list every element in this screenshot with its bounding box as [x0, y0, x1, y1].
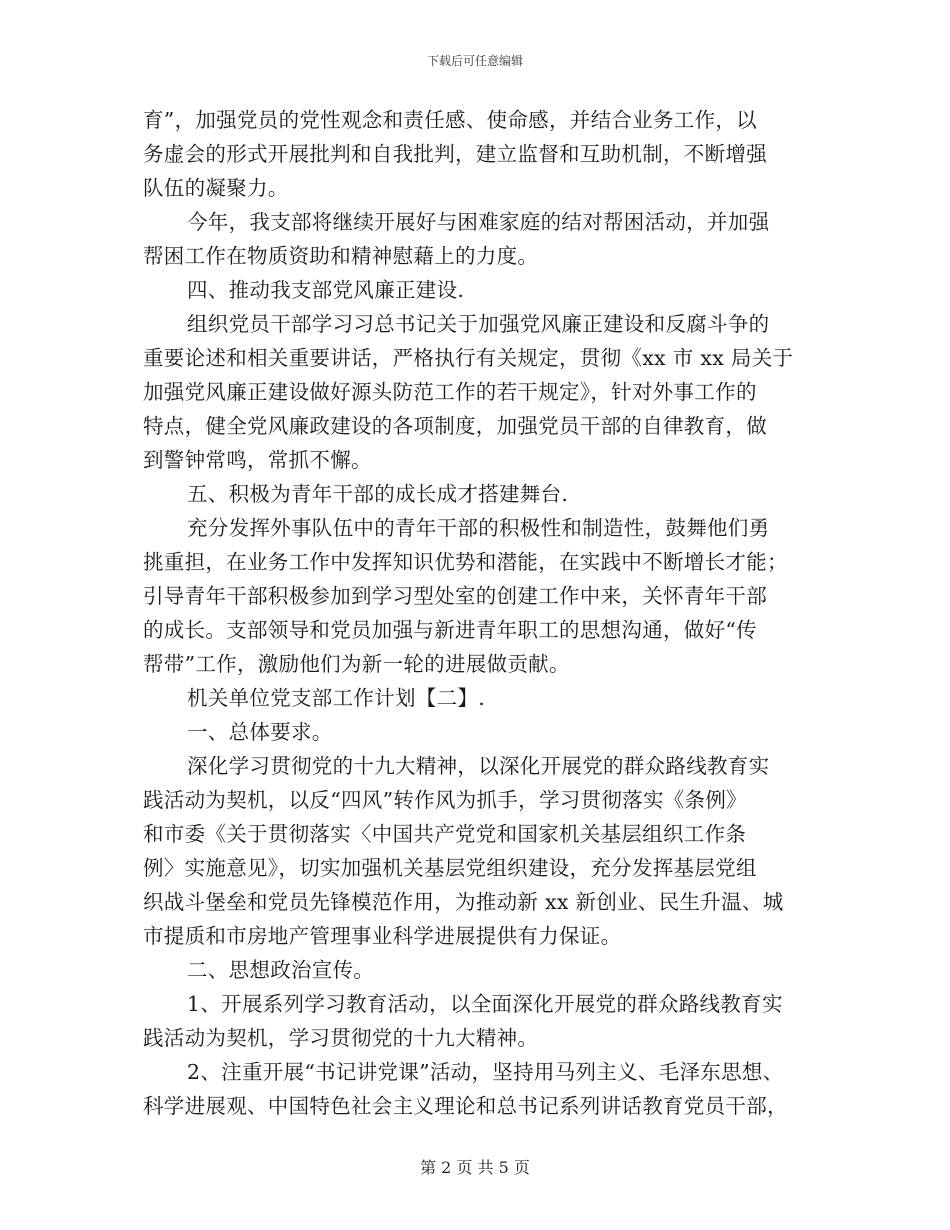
- text-line: 和市委《关于贯彻落实〈中国共产党党和国家机关基层组织工作条: [143, 822, 747, 846]
- text-line: 四、推动我支部党风廉正建设.: [187, 278, 465, 302]
- text-line: 践活动为契机，学习贯彻党的十九大精神。: [143, 1026, 539, 1050]
- text-line: 挑重担，在业务工作中发挥知识优势和潜能，在实践中不断增长才能；: [143, 550, 788, 574]
- text-line: 深化学习贯彻党的十九大精神，以深化开展党的群众路线教育实: [187, 754, 770, 778]
- text-line: 一、总体要求。: [187, 720, 333, 744]
- text-line: 例〉实施意见》，切实加强机关基层党组织建设，充分发挥基层党组: [143, 856, 757, 880]
- text-line: 组织党员干部学习习总书记关于加强党风廉正建设和反腐斗争的: [187, 312, 770, 336]
- text-line: 队伍的凝聚力。: [143, 176, 289, 200]
- text-line: 特点，健全党风廉政建设的各项制度，加强党员干部的自律教育，做: [143, 414, 767, 438]
- text-line: 引导青年干部积极参加到学习型处室的创建工作中来，关怀青年干部: [143, 584, 767, 608]
- text-line: 践活动为契机，以反“四风”转作风为抓手，学习贯彻落实《条例》: [143, 788, 747, 812]
- page-header: 下载后可任意编辑: [426, 54, 523, 68]
- text-line: 重要论述和相关重要讲话，严格执行有关规定，贯彻《xx 市 xx 局关于: [143, 346, 794, 370]
- text-line: 加强党风廉正建设做好源头防范工作的若干规定》，针对外事工作的: [143, 380, 757, 404]
- text-line: 帮带”工作，激励他们为新一轮的进展做贡献。: [143, 652, 570, 676]
- text-line: 2、注重开展“书记讲党课”活动，坚持用马列主义、毛泽东思想、: [187, 1060, 784, 1084]
- text-line: 的成长。支部领导和党员加强与新进青年职工的思想沟通，做好“传: [143, 618, 757, 642]
- text-line: 机关单位党支部工作计划【二】.: [187, 686, 486, 710]
- text-line: 充分发挥外事队伍中的青年干部的积极性和制造性，鼓舞他们勇: [187, 516, 770, 540]
- text-line: 帮困工作在物质资助和精神慰藉上的力度。: [143, 244, 539, 268]
- text-line: 五、积极为青年干部的成长成才搭建舞台.: [187, 482, 569, 506]
- text-line: 市提质和市房地产管理事业科学进展提供有力保证。: [143, 924, 622, 948]
- text-line: 育”，加强党员的党性观念和责任感、使命感，并结合业务工作，以: [143, 108, 757, 132]
- text-line: 二、思想政治宣传。: [187, 958, 375, 982]
- document-body: [143, 103, 813, 1123]
- text-line: 务虚会的形式开展批判和自我批判，建立监督和互助机制，不断增强: [143, 142, 767, 166]
- text-line: 1、开展系列学习教育活动，以全面深化开展党的群众路线教育实: [187, 992, 783, 1016]
- text-line: 到警钟常鸣，常抓不懈。: [143, 448, 372, 472]
- page-footer: 第 2 页 共 5 页: [420, 1158, 530, 1177]
- text-line: 科学进展观、中国特色社会主义理论和总书记系列讲话教育党员干部，: [143, 1094, 788, 1118]
- text-line: 今年，我支部将继续开展好与困难家庭的结对帮困活动，并加强: [187, 210, 770, 234]
- text-line: 织战斗堡垒和党员先锋模范作用，为推动新 xx 新创业、民生升温、城: [143, 890, 784, 914]
